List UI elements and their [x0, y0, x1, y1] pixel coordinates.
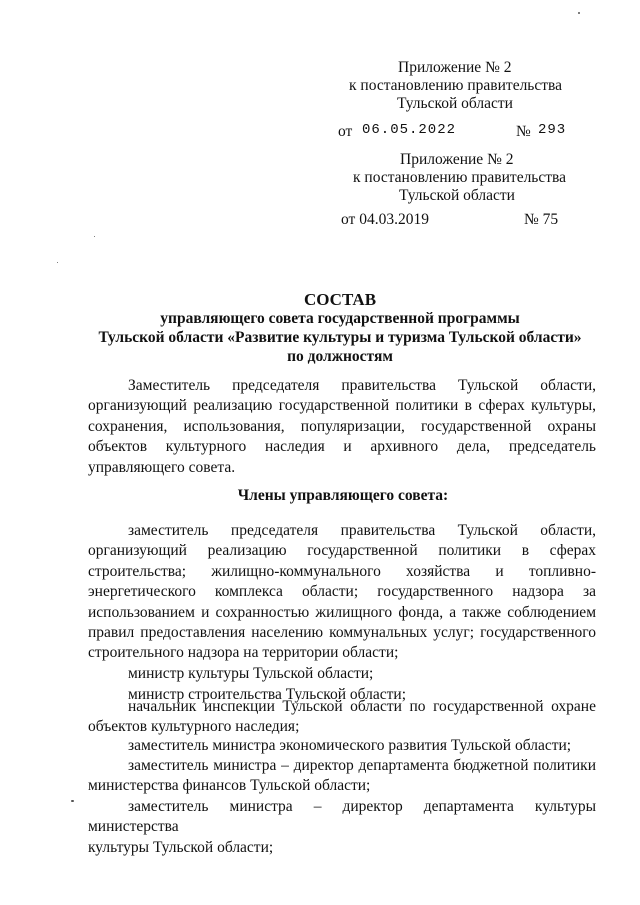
appendix-old-line1: Приложение № 2: [400, 151, 514, 168]
member-line: заместитель председателя правительства Тульской области,: [128, 522, 596, 539]
appendix-new-number-prefix: №: [516, 123, 531, 140]
member-line: культуры Тульской области;: [88, 838, 274, 856]
chairman-line: сохранения, использования, популяризации, государственной охраны: [88, 417, 596, 435]
title-line3: Тульской области «Развитие культуры и туризма Тульской области»: [98, 329, 582, 346]
chairman-line: объектов культурного наследия и архивного дела, председатель: [88, 438, 596, 456]
member-line: строительного надзора на территории области;: [88, 644, 399, 662]
chairman-paragraph: [88, 376, 596, 478]
scan-speck: [578, 12, 580, 14]
member-item: [88, 697, 596, 738]
member-item: [88, 664, 596, 684]
appendix-old-date: от 04.03.2019: [341, 211, 429, 228]
member-line: строительства; жилищно-коммунального хозяйства и топливно-: [88, 562, 596, 580]
member-line: министерства финансов Тульской области;: [88, 777, 371, 795]
title-line4: по должностям: [287, 348, 393, 365]
appendix-new-number: 293: [538, 122, 567, 138]
member-line: использованием и сохранностью жилищного фонда, а также соблюдением: [88, 603, 596, 621]
scan-speck: [71, 800, 74, 802]
appendix-new-line2: к постановлению правительства: [349, 77, 563, 94]
member-line: министр культуры Тульской области;: [128, 665, 374, 682]
chairman-line: организующий реализацию государственной политики в сферах культуры,: [88, 397, 596, 415]
title-line1: СОСТАВ: [303, 290, 377, 309]
appendix-old-number: № 75: [524, 211, 559, 228]
chairman-line: Заместитель председателя правительства Тульской области,: [128, 377, 596, 394]
members-heading: Члены управляющего совета:: [237, 487, 449, 504]
appendix-old-line2: к постановлению правительства: [353, 169, 567, 186]
scan-speck: [57, 262, 58, 263]
appendix-new-line1: Приложение № 2: [398, 59, 512, 76]
scan-speck: [94, 236, 95, 237]
member-line: министр строительства Тульской области;: [128, 686, 407, 703]
appendix-new-date-prefix: от: [338, 123, 353, 140]
chairman-line: управляющего совета.: [88, 458, 236, 476]
member-item: [88, 756, 596, 797]
member-line: заместитель министра экономического развития Тульской области;: [128, 737, 572, 754]
member-item: [88, 797, 596, 858]
member-line: объектов культурного наследия;: [88, 718, 300, 736]
member-item: [88, 736, 596, 756]
member-line: начальник инспекции Тульской области по государственной охране: [128, 698, 596, 715]
member-item: [88, 521, 596, 664]
title-line2: управляющего совета государственной программы: [160, 310, 520, 327]
appendix-new-date: 06.05.2022: [362, 122, 457, 138]
member-line: заместитель министра – директор департамента культуры министерства: [88, 798, 596, 836]
member-line: правил предоставления населению коммунальных услуг; государственного: [88, 624, 596, 642]
member-line: организующий реализацию государственной политики в сферах: [88, 542, 596, 560]
appendix-old-line3: Тульской области: [399, 187, 515, 204]
member-line: заместитель министра – директор департамента бюджетной политики: [128, 757, 596, 774]
member-line: энергетического комплекса области; государственного надзора за: [88, 583, 596, 601]
appendix-new-line3: Тульской области: [397, 95, 513, 112]
